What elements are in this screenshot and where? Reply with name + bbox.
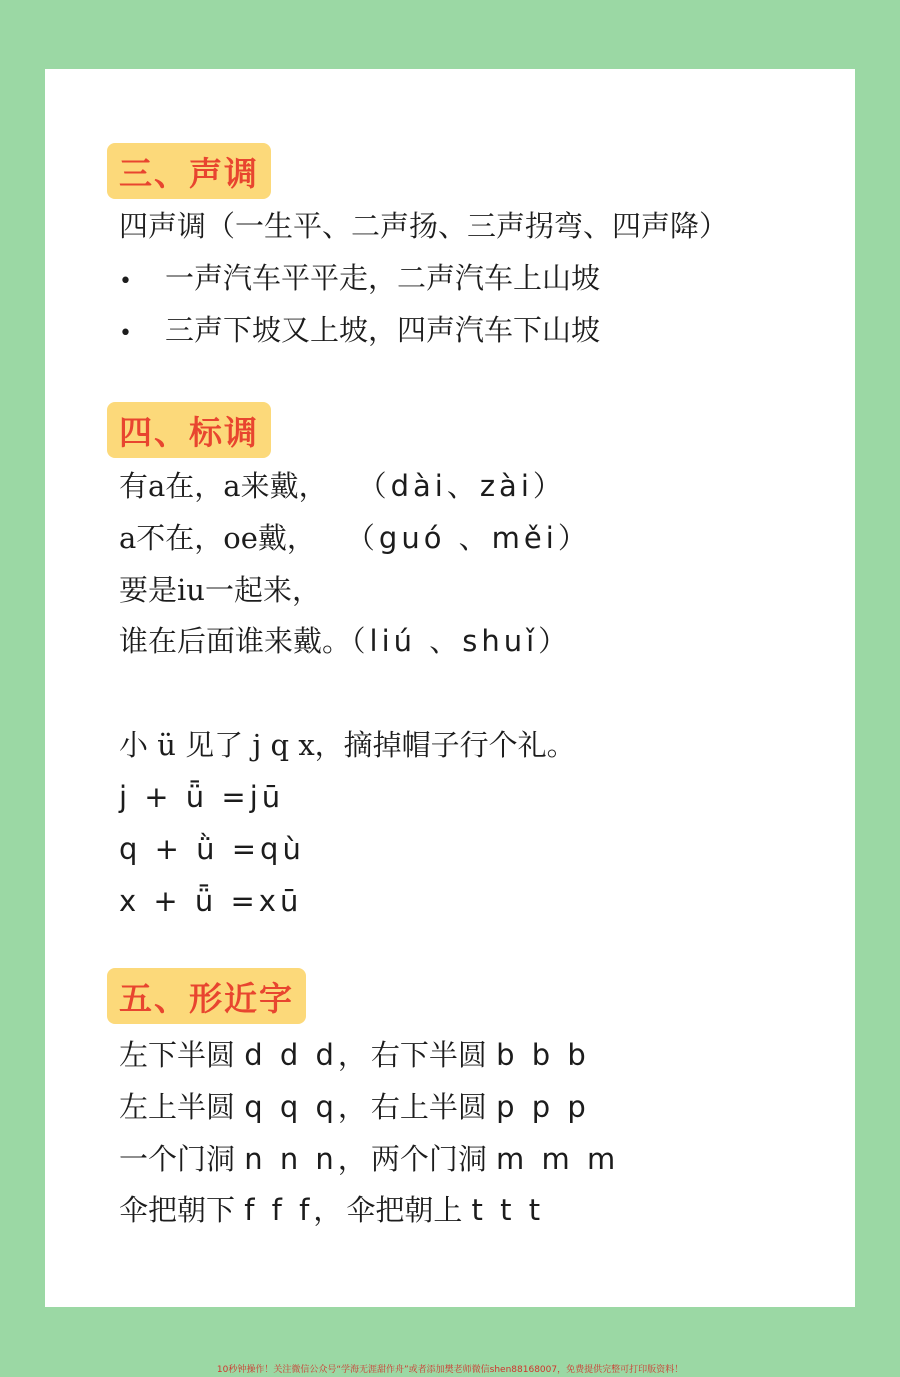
section-heading-tones <box>107 143 271 199</box>
footer-note: 10秒钟操作！关注微信公众号“学海无涯甜作舟”或者添加樊老师微信shen88168007，免费提供完整可打印版资料！ <box>216 1365 684 1375</box>
tones-intro: 四声调（一生平、二声扬、三声拐弯、四声降） <box>119 209 729 243</box>
equation: x + ǖ =xū <box>119 884 303 918</box>
similar-line: 一个门洞 n n n，两个门洞 m m m <box>119 1142 620 1176</box>
rhyme-line: a不在，oe戴， （guó 、měi） <box>119 521 591 555</box>
content-card <box>45 69 855 1307</box>
list-item: • 三声下坡又上坡，四声汽车下山坡 <box>119 310 600 354</box>
bullet-icon: • <box>119 269 132 294</box>
bullet-icon: • <box>119 321 132 346</box>
rhyme-line: 有a在，a来戴， （dài、zài） <box>119 469 566 503</box>
heading-text: 三、声调 <box>119 153 259 193</box>
rhyme-line: 要是iu一起来， <box>119 573 321 607</box>
list-item: • 一声汽车平平走，二声汽车上山坡 <box>119 258 600 302</box>
similar-line: 左下半圆 d d d，右下半圆 b b b <box>119 1038 590 1072</box>
similar-line: 左上半圆 q q q，右上半圆 p p p <box>119 1090 590 1124</box>
section-heading-tone-marks <box>107 402 271 458</box>
equation: j + ǖ =jū <box>119 780 285 814</box>
similar-line: 伞把朝下 f f f，伞把朝上 t t t <box>119 1193 545 1227</box>
u-rule: 小 ü 见了 j q x，摘掉帽子行个礼。 <box>119 728 576 762</box>
heading-text: 五、形近字 <box>119 978 294 1018</box>
heading-text: 四、标调 <box>119 412 259 452</box>
section-heading-similar <box>107 968 306 1024</box>
rhyme-line: 谁在后面谁来戴。（liú 、shuǐ） <box>119 624 572 658</box>
equation: q + ǜ =qù <box>119 832 305 866</box>
